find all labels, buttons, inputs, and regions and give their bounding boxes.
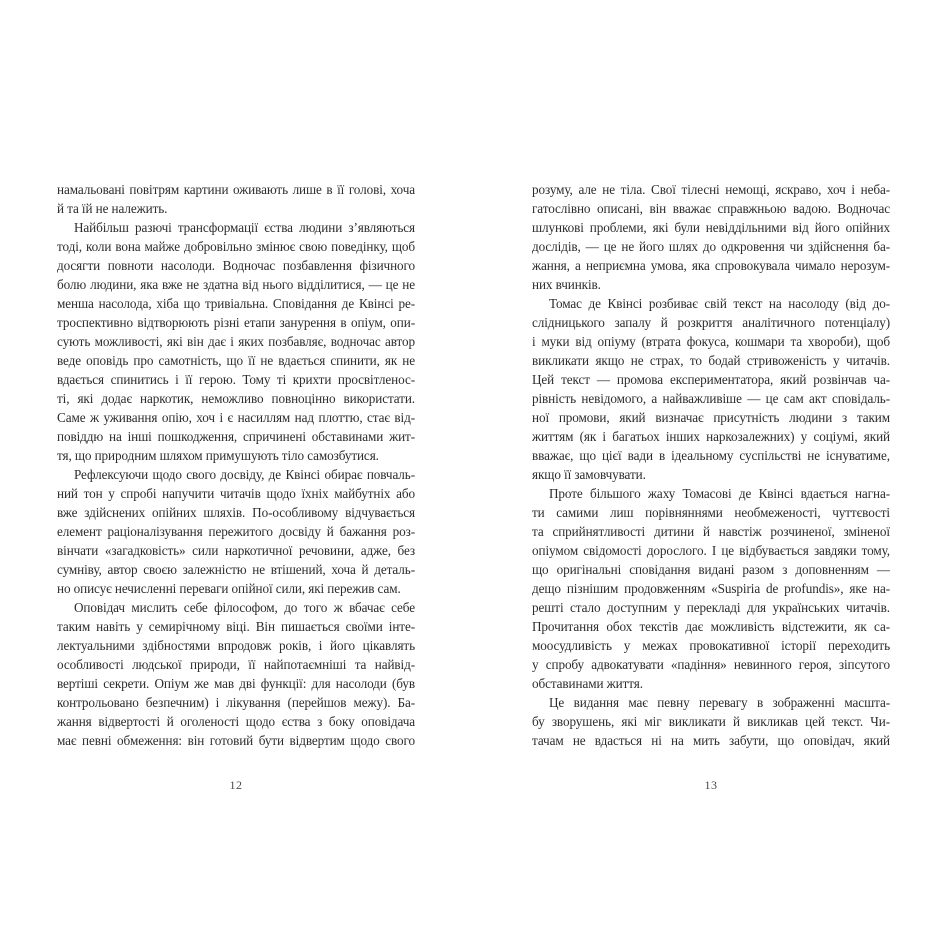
text-line: лектуальними здібностями впродовж років, і його цікавлять (57, 638, 415, 653)
text-line: опіумом свідомості дорослого. І це відбувається завдяки тому, (532, 543, 890, 558)
text-line: ний тон у спробі напучити читачів щодо їхніх майбутніх або (57, 486, 415, 501)
text-line: тоді, коли вона майже добровільно змінює свою поведінку, щоб (57, 239, 415, 254)
text-line: викликати якщо не страх, то бодай стривоженість у читачів. (532, 353, 890, 368)
text-line: елемент раціоналізування пережитого досвіду й бажання роз- (57, 524, 415, 539)
text-line: бу зворушень, які міг викликати й викликав цей текст. Чи- (532, 714, 890, 729)
text-line: болю людини, яка вже не здатна від нього відділитися, — це не (57, 277, 415, 292)
text-line: сумніву, автор своєю залежністю не втішений, хоча й деталь- (57, 562, 415, 577)
text-line: решті стало доступним у перекладі для українських читачів. (532, 600, 890, 615)
text-line: і муки від опіуму (втрата фокуса, кошмари та хвороби), щоб (532, 334, 890, 349)
text-line: троспективно відтворюють різні етапи занурення в опіум, опи- (57, 315, 415, 330)
text-line: тачам не вдасться ні на мить забути, що оповідач, який (532, 733, 890, 748)
text-line: обставинами життя. (532, 676, 643, 691)
text-line: вінчати «загадковість» сили наркотичної речовини, адже, без (57, 543, 415, 558)
text-line: розуму, але не тіла. Свої тілесні немощі, яскраво, хоч і неба- (532, 182, 890, 197)
text-line: намальовані повітрям картини оживають лише в її голові, хоча (57, 182, 415, 197)
text-line: ти самими лиш порівняннями необмеженості, чуттєвості (532, 505, 890, 520)
text-line: Томас де Квінсі розбиває свій текст на насолоду (від до- (549, 296, 890, 311)
text-line: що оригінальні сповідання видані разом з доповненням — (532, 562, 890, 577)
text-line: гатослівно описані, він вважає справжньою вадою. Водночас (532, 201, 890, 216)
text-line: них вчинків. (532, 277, 601, 292)
text-line: контрольовано безпечним) і лікування (перейшов межу). Ба- (57, 695, 415, 710)
text-line: веде оповідь про самотність, що її не вдається спинити, як не (57, 353, 415, 368)
text-line: таким навіть у семирічному віці. Він пишається своїми інте- (57, 619, 415, 634)
text-line: Рефлексуючи щодо свого досвіду, де Квінсі обирає повчаль- (74, 467, 415, 482)
text-line: Прочитання обох текстів дає можливість відстежити, як са- (532, 619, 890, 634)
text-line: менша насолода, хіба що тривіальна. Сповідання де Квінсі ре- (57, 296, 415, 311)
text-line: має певні обмеження: він готовий бути відвертим щодо свого (57, 733, 415, 748)
text-line: Проте більшого жаху Томасові де Квінсі вдається нагна- (549, 486, 890, 501)
text-line: шлункові проблеми, які були невіддільними від його опійних (532, 220, 890, 235)
text-line: якщо її замовчувати. (532, 467, 646, 482)
text-line: вважає, що цієї вади в ідеальному суспільстві не існуватиме, (532, 448, 890, 463)
text-line: жання відвертості й оголеності щодо єства з боку оповідача (57, 714, 415, 729)
page-number-left: 12 (229, 778, 243, 792)
text-line: повіддю на інші пошкодження, спричинені обставинами жит- (57, 429, 415, 444)
text-line: Саме ж уживання опію, хоч і є насиллям над плоттю, стає від- (57, 410, 415, 425)
text-line: життям (як і багатьох інших наркозалежних) у соціумі, який (532, 429, 890, 444)
text-line: дещо пізнішим продовженням «Suspiria de profundis», яке на- (532, 581, 890, 596)
page-right-text (532, 180, 890, 750)
text-line: дослідів, — це не його шлях до одкровення чи здійснення ба- (532, 239, 890, 254)
page-left-text (57, 180, 415, 750)
text-line: тя, що природним шляхом примушують тіло самозбутися. (57, 448, 379, 463)
text-line: сують можливості, які він дає і яких позбавляє, водночас автор (57, 334, 415, 349)
text-line: у спробу адвокатувати «падіння» невинного героя, зіпсутого (532, 657, 890, 672)
text-line: моосудливість у межах провокативної історії переходить (532, 638, 890, 653)
text-line: жання, а неприємна умова, яка спровокувала чимало нерозум- (532, 258, 890, 273)
text-line: Найбільш разючі трансформації єства людини з’являються (74, 220, 415, 235)
text-line: но описує нечисленні переваги опійної сили, які пережив сам. (57, 581, 401, 596)
text-line: й та їй не належить. (57, 201, 168, 216)
page-number-right: 13 (704, 778, 718, 792)
text-line: Цей текст — промова експериментатора, який розвінчав ча- (532, 372, 890, 387)
text-line: досягти повноти насолоди. Водночас позбавлення фізичного (57, 258, 415, 273)
text-line: вертіші секрети. Опіум же мав дві функції: для насолоди (був (57, 676, 415, 691)
text-line: Це видання має певну перевагу в зображенні масшта- (549, 695, 890, 710)
text-line: ті, які додає наркотик, неможливо повноцінно використати. (57, 391, 415, 406)
text-line: вже здійснених опійних шляхів. По-особливому відчувається (57, 505, 415, 520)
text-line: Оповідач мислить себе філософом, до того ж вбачає себе (74, 600, 415, 615)
text-line: та сприйнятливості дитини й навстіж розчиненої, зміненої (532, 524, 890, 539)
text-line: рівність невідомого, а найважливіше — це сам акт сповідаль- (532, 391, 890, 406)
text-line: ної промови, який визначає присутність людини з таким (532, 410, 890, 425)
text-line: вдається спинитись і її герою. Тому ті крихти просвітленос- (57, 372, 415, 387)
text-line: слідницького запалу й розкриття аналітичного потенціалу) (532, 315, 890, 330)
text-line: особливості людської природи, її найпотаємніші та найвід- (57, 657, 415, 672)
